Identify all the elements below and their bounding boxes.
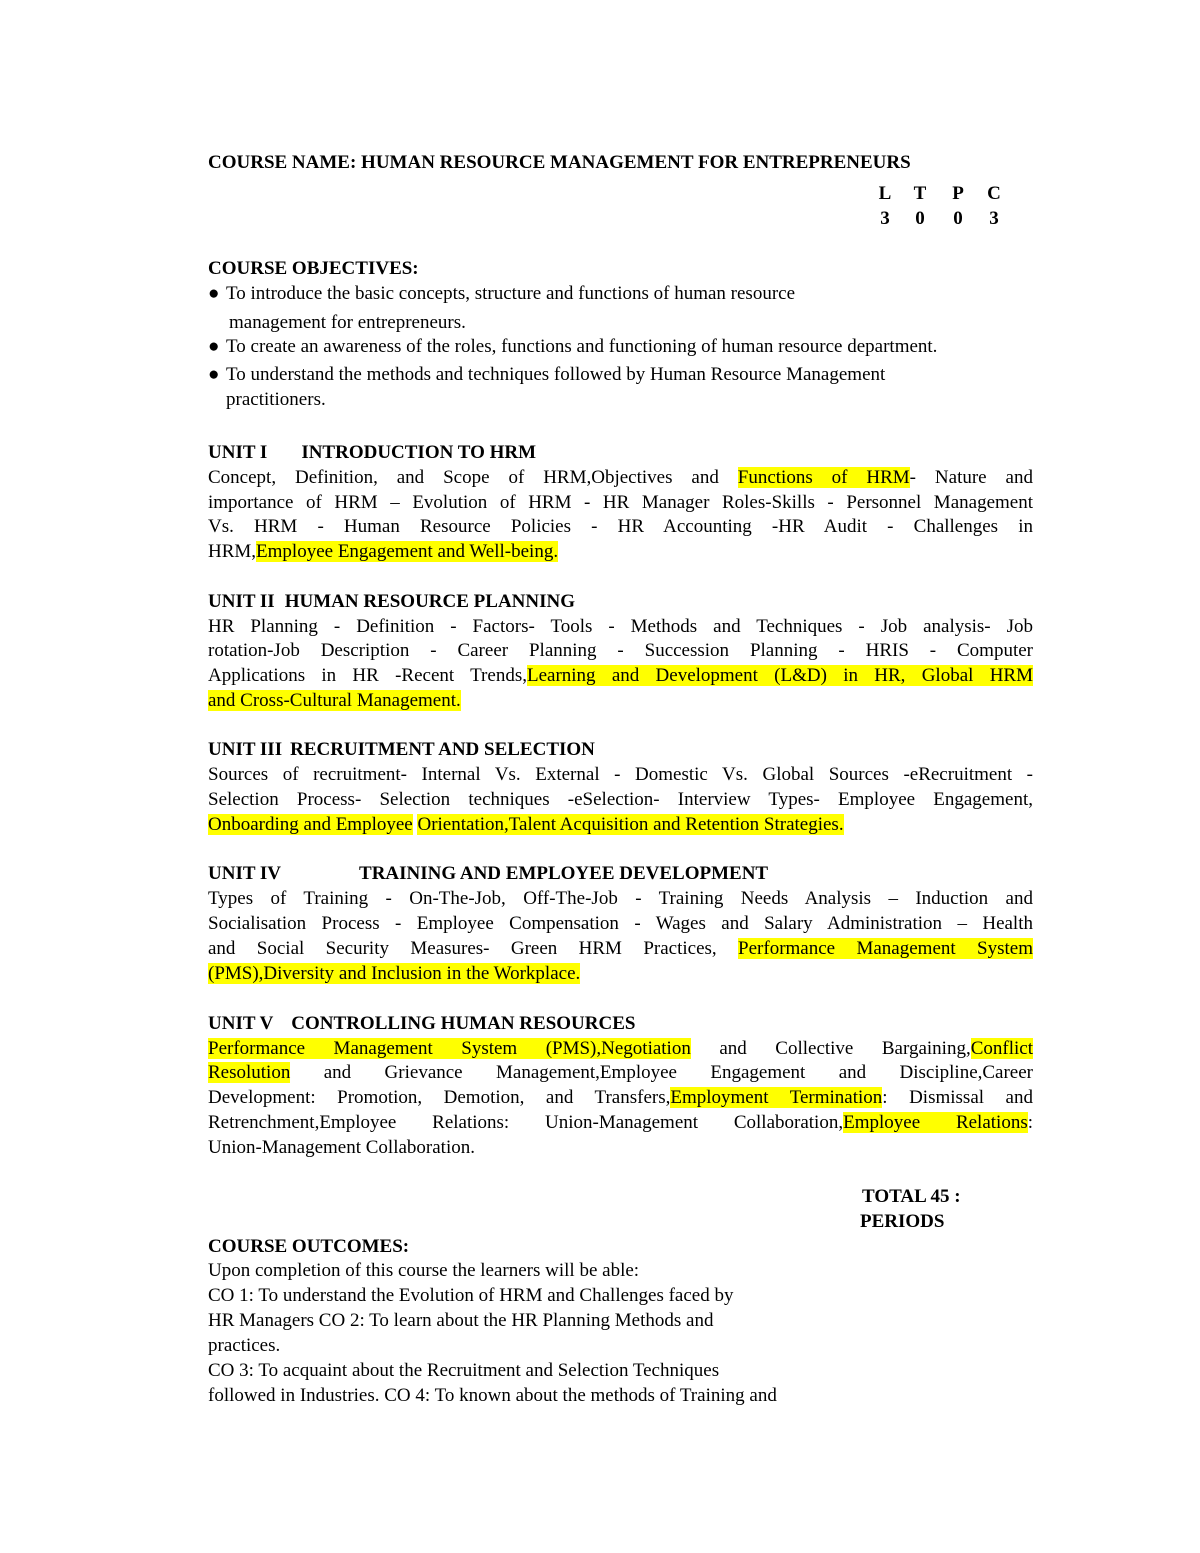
- unit3-line-1: Sources of recruitment- Internal Vs. External - Domestic Vs. Global Sources -eRecruitment -: [208, 764, 1033, 785]
- unit4-heading: [208, 861, 768, 886]
- outcomes-line-2: CO 1: To understand the Evolution of HRM and Challenges faced by: [208, 1285, 734, 1306]
- unit4-line-1: Types of Training - On-The-Job, Off-The-Job - Training Needs Analysis – Induction and: [208, 888, 1033, 909]
- unit1-title: INTRODUCTION TO HRM: [301, 442, 537, 463]
- ltpc-value-l: 3: [880, 208, 890, 229]
- bullet-icon: ●: [208, 364, 220, 385]
- ltpc-header-t: T: [913, 183, 927, 204]
- unit2-heading: [208, 589, 575, 614]
- unit1-heading: [208, 440, 536, 465]
- unit2-label: UNIT II: [208, 591, 275, 612]
- unit1-line-1: Concept, Definition, and Scope of HRM,Objectives and Functions of HRM- Nature and: [208, 467, 1033, 488]
- unit2-line-4: and Cross-Cultural Management.: [208, 690, 461, 711]
- unit4-title: TRAINING AND EMPLOYEE DEVELOPMENT: [359, 863, 769, 884]
- unit5-label: UNIT V: [208, 1013, 274, 1034]
- outcomes-line-1: Upon completion of this course the learners will be able:: [208, 1260, 640, 1281]
- outcomes-line-4: practices.: [208, 1335, 281, 1356]
- unit5-title: CONTROLLING HUMAN RESOURCES: [291, 1013, 636, 1034]
- unit1-line-3: Vs. HRM - Human Resource Policies - HR Accounting -HR Audit - Challenges in: [208, 516, 1033, 537]
- unit2-line-2: rotation-Job Description - Career Planning - Succession Planning - HRIS - Computer: [208, 640, 1033, 661]
- unit2-line-3: Applications in HR -Recent Trends,Learning and Development (L&D) in HR, Global HRM: [208, 665, 1033, 686]
- unit3-title: RECRUITMENT AND SELECTION: [290, 739, 595, 760]
- bullet-icon: ●: [208, 283, 220, 304]
- unit4-label: UNIT IV: [208, 863, 282, 884]
- objective-item-3-cont: practitioners.: [226, 389, 326, 410]
- unit2-title: HUMAN RESOURCE PLANNING: [284, 591, 576, 612]
- ltpc-header-c: C: [987, 183, 1001, 204]
- total-periods-line-2: PERIODS: [860, 1211, 945, 1232]
- ltpc-value-c: 3: [989, 208, 999, 229]
- unit1-line-2: importance of HRM – Evolution of HRM - HR Manager Roles-Skills - Personnel Management: [208, 492, 1033, 513]
- unit4-line-2: Socialisation Process - Employee Compensation - Wages and Salary Administration – Health: [208, 913, 1033, 934]
- ltpc-value-p: 0: [953, 208, 963, 229]
- outcomes-line-5: CO 3: To acquaint about the Recruitment and Selection Techniques: [208, 1360, 720, 1381]
- unit5-line-1: Performance Management System (PMS),Negotiation and Collective Bargaining,Conflict: [208, 1038, 1033, 1059]
- unit5-line-5: Union-Management Collaboration.: [208, 1137, 475, 1158]
- ltpc-header-p: P: [952, 183, 964, 204]
- unit3-line-3: Onboarding and Employee Orientation,Talent Acquisition and Retention Strategies.: [208, 814, 844, 835]
- outcomes-line-6: followed in Industries. CO 4: To known about the methods of Training and: [208, 1385, 777, 1406]
- objectives-heading: COURSE OBJECTIVES:: [208, 258, 419, 279]
- objective-item-1: ● To introduce the basic concepts, structure and functions of human resource: [208, 283, 796, 304]
- course-title: COURSE NAME: HUMAN RESOURCE MANAGEMENT FOR ENTREPRENEURS: [208, 152, 911, 173]
- unit3-label: UNIT III: [208, 739, 283, 760]
- objective-item-2: ● To create an awareness of the roles, functions and functioning of human resource department.: [208, 336, 938, 357]
- unit4-line-3: and Social Security Measures- Green HRM Practices, Performance Management System: [208, 938, 1033, 959]
- unit2-line-1: HR Planning - Definition - Factors- Tools - Methods and Techniques - Job analysis- Job: [208, 616, 1033, 637]
- ltpc-value-t: 0: [915, 208, 925, 229]
- unit1-line-4: HRM,Employee Engagement and Well-being.: [208, 541, 559, 562]
- objective-item-1-cont: management for entrepreneurs.: [229, 312, 466, 333]
- bullet-icon: ●: [208, 336, 220, 357]
- ltpc-header-l: L: [878, 183, 892, 204]
- unit4-line-4: (PMS),Diversity and Inclusion in the Workplace.: [208, 963, 581, 984]
- unit3-line-2: Selection Process- Selection techniques -eSelection- Interview Types- Employee Engagement,: [208, 789, 1033, 810]
- unit1-label: UNIT I: [208, 442, 268, 463]
- unit5-line-3: Development: Promotion, Demotion, and Transfers,Employment Termination: Dismissal and: [208, 1087, 1033, 1108]
- objective-item-3: ● To understand the methods and techniques followed by Human Resource Management: [208, 364, 886, 385]
- unit5-line-4: Retrenchment,Employee Relations: Union-Management Collaboration,Employee Relations:: [208, 1112, 1033, 1133]
- unit3-heading: [208, 737, 595, 762]
- outcomes-line-3: HR Managers CO 2: To learn about the HR Planning Methods and: [208, 1310, 714, 1331]
- outcomes-heading: COURSE OUTCOMES:: [208, 1236, 410, 1257]
- total-periods-line-1: TOTAL 45 :: [862, 1186, 961, 1207]
- unit5-heading: [208, 1011, 635, 1036]
- unit5-line-2: Resolution and Grievance Management,Employee Engagement and Discipline,Career: [208, 1062, 1033, 1083]
